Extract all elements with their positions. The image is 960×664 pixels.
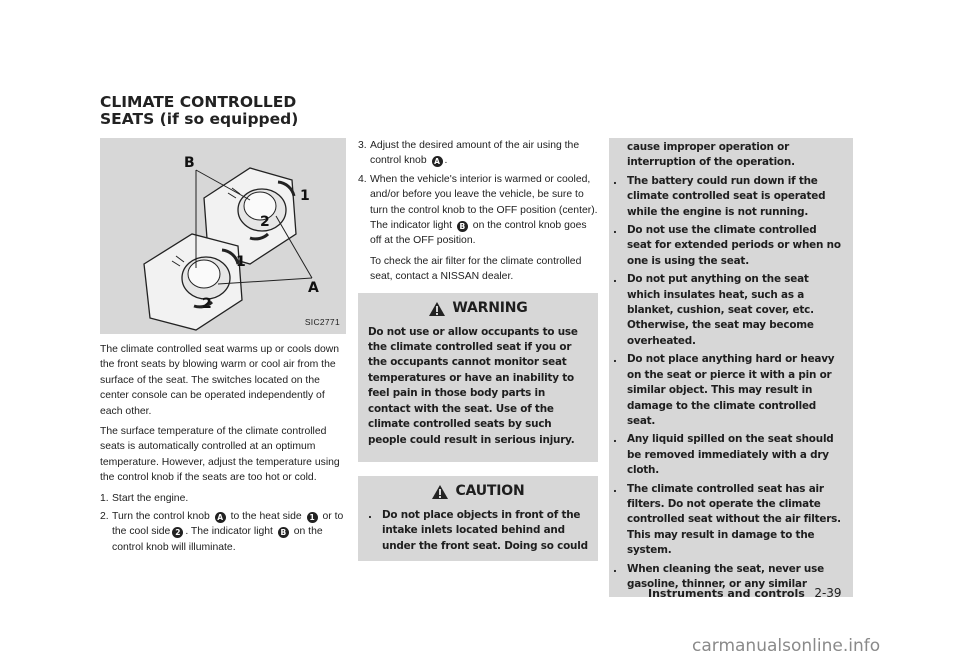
column-3 bbox=[609, 138, 853, 597]
air-filter-note: To check the air filter for the climate controlled seat, contact a NISSAN dealer. bbox=[370, 255, 582, 283]
lower-knob-top bbox=[188, 260, 220, 288]
watermark: carmanualsonline.info bbox=[692, 636, 881, 656]
callout-b-marker: B bbox=[457, 221, 468, 232]
footer-section: Instruments and controls bbox=[648, 587, 805, 600]
warning-icon bbox=[428, 301, 446, 317]
caution-continued-box bbox=[609, 138, 853, 597]
callout-b: B bbox=[184, 155, 195, 171]
caution-continued: cause improper operation or interruption of the operation. bbox=[627, 141, 795, 169]
callout-a: A bbox=[308, 280, 319, 296]
step-1: 1. Start the engine. bbox=[100, 492, 189, 504]
caution-icon bbox=[431, 484, 449, 500]
warning-title: WARNING bbox=[368, 301, 588, 317]
caution-bullet: . When cleaning the seat, never use gasoline, thinner, or any similar bbox=[613, 562, 824, 590]
callout-1-marker: 1 bbox=[307, 512, 318, 523]
page-number: 2-39 bbox=[814, 586, 842, 600]
column-2 bbox=[358, 138, 598, 561]
callout-a-marker: A bbox=[215, 512, 226, 523]
caution-box bbox=[358, 476, 598, 561]
seat-control-figure bbox=[100, 138, 346, 334]
callout-lower-2: 2 bbox=[202, 296, 212, 312]
callout-upper-2: 2 bbox=[260, 214, 270, 230]
step-3: 3. Adjust the desired amount of the air using the control knob A . bbox=[358, 140, 580, 167]
callout-2-marker: 2 bbox=[172, 527, 183, 538]
callout-b-marker: B bbox=[278, 527, 289, 538]
caution-bullet: . Do not use the climate controlled seat for extended periods or when no one is using the seat. bbox=[613, 224, 841, 267]
warning-box bbox=[358, 293, 598, 462]
caution-bullet: . The battery could run down if the climate controlled seat is operated while the engine is not running. bbox=[613, 174, 826, 218]
caution-title: CAUTION bbox=[368, 484, 588, 500]
intro-paragraph: The climate controlled seat warms up or cools down the front seats by blowing warm or cool air from the surface of the seat. The switches located on the center console can be operated independently of each other. bbox=[100, 344, 340, 417]
temperature-paragraph: The surface temperature of the climate controlled seats is automatically controlled at an optimum temperature. However, adjust the temperature using the control knob if the seats are too hot or cold. bbox=[100, 426, 340, 484]
page-footer bbox=[648, 586, 842, 600]
caution-bullet: . The climate controlled seat has air filters. Do not operate the climate controlled seat without the air filters. This may result in damage to the system. bbox=[613, 482, 841, 557]
control-knob-illustration bbox=[100, 138, 346, 334]
step-2: 2. Turn the control knob A to the heat side 1 or to the cool side 2 . The indicator light B on the control knob will illuminate. bbox=[100, 511, 344, 553]
caution-bullet: . Any liquid spilled on the seat should be removed immediately with a dry cloth. bbox=[613, 433, 834, 477]
warning-text: Do not use or allow occupants to use the climate controlled seat if you or the occupants cannot monitor seat temperatures or have an inability to feel pain in those body parts in contact with the seat. Use of the climate controlled seats by such people could result in serious injury. bbox=[368, 325, 578, 446]
callout-a-marker: A bbox=[432, 156, 443, 167]
column-1 bbox=[100, 138, 346, 558]
section-heading: CLIMATE CONTROLLED SEATS (if so equipped) bbox=[100, 93, 299, 128]
caution-bullet: . Do not place anything hard or heavy on the seat or pierce it with a pin or similar object. This may result in damage to the climate controlled seat. bbox=[613, 353, 835, 427]
caution-bullet: . Do not put anything on the seat which insulates heat, such as a blanket, cushion, seat cover, etc. Otherwise, the seat may become overheated. bbox=[613, 273, 814, 347]
step-4: 4. When the vehicle's interior is warmed or cooled, and/or before you leave the vehicle, be sure to turn the control knob to the OFF position (center). The indicator light B on the control knob goes off at the OFF position. To check the air filter for the climate controlled seat, contact a NISSAN dealer. bbox=[358, 172, 598, 285]
callout-upper-1: 1 bbox=[300, 188, 310, 204]
figure-code: SIC2771 bbox=[304, 316, 340, 327]
callout-lower-1: 1 bbox=[236, 254, 246, 270]
caution-bullet: . Do not place objects in front of the intake inlets located behind and under the front seat. Doing so could bbox=[368, 508, 588, 552]
